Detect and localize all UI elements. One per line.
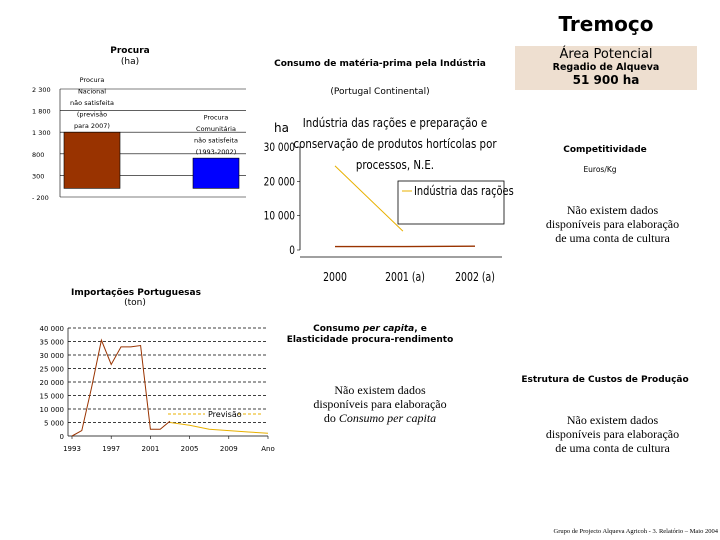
competitividade-title: Competitividade	[563, 145, 647, 155]
procura-unit: (ha)	[120, 57, 140, 67]
procura-bar-label: para 2007)	[74, 122, 110, 131]
procura-bar-label: Comunitária	[196, 125, 236, 134]
consumo-note: Não existem dados disponíveis para elaboração do Consumo per capita	[313, 383, 447, 425]
area-region: Regadio de Alqueva	[552, 62, 660, 73]
importacoes-x-label: 2005	[180, 445, 199, 453]
procura-bar-label: Nacional	[77, 87, 107, 96]
importacoes-tick-label: 20 000	[39, 379, 64, 387]
importacoes-title: Importações Portuguesas	[71, 288, 201, 298]
materia-inner-title: processos, N.E.	[355, 156, 435, 173]
procura-bar	[64, 132, 120, 188]
area-value: 51 900 ha	[572, 73, 640, 87]
materia-legend-label: Indústria das rações	[414, 184, 514, 199]
competitividade-note: Não existem dados disponíveis para elaboração de uma conta de cultura	[545, 203, 680, 245]
materia-tick-label: 20 000	[263, 175, 295, 189]
custos-note: Não existem dados disponíveis para elaboração de uma conta de cultura	[545, 413, 680, 455]
procura-bar-label: (1993-2002)	[195, 148, 237, 157]
procura-tick-label: 1 800	[32, 107, 51, 116]
materia-x-label: 2002 (a)	[455, 269, 495, 285]
area-potencial-box	[515, 46, 697, 90]
materia-inner-title: conservação de produtos hortícolas por	[293, 135, 497, 152]
importacoes-tick-label: 30 000	[39, 352, 64, 360]
procura-bar-label: Procura	[79, 76, 105, 85]
materia-tick-label: 0	[289, 243, 295, 258]
procura-chart	[0, 75, 260, 210]
importacoes-legend-label: Previsão	[208, 410, 242, 419]
importacoes-x-label: 2009	[219, 445, 238, 453]
importacoes-chart	[0, 318, 280, 458]
materia-tick-label: 30 000	[263, 140, 295, 155]
custos-title: Estrutura de Custos de Produção	[521, 375, 689, 385]
materia-x-label: 2000	[323, 269, 347, 285]
procura-bar-label: não satisfeita	[194, 136, 238, 145]
procura-tick-label: 800	[32, 150, 45, 159]
procura-bar	[193, 158, 239, 188]
procura-tick-label: 2 300	[32, 86, 51, 94]
procura-tick-label: - 200	[32, 194, 49, 202]
importacoes-x-label: 2001	[141, 445, 160, 453]
importacoes-tick-label: 25 000	[39, 365, 64, 374]
footer: Grupo de Projecto Alqueva Agricoh - 3. Relatório – Maio 2004	[553, 528, 718, 535]
procura-bar-label: (previsão	[76, 110, 108, 119]
importacoes-tick-label: 5 000	[43, 419, 64, 428]
importacoes-x-label: Ano	[261, 445, 275, 453]
procura-bar-label: não satisfeita	[70, 99, 114, 108]
importacoes-x-label: 1993	[63, 445, 81, 453]
importacoes-x-label: 1997	[102, 445, 121, 453]
page-title: Tremoço	[558, 12, 654, 36]
procura-bar-label: Procura	[203, 113, 229, 122]
procura-tick-label: 300	[32, 172, 45, 181]
importacoes-tick-label: 40 000	[39, 325, 64, 333]
area-label: Área Potencial	[559, 47, 653, 62]
importacoes-series-line	[170, 423, 268, 434]
competitividade-unit: Euros/Kg	[583, 165, 617, 174]
procura-title: Procura	[110, 46, 150, 56]
materia-inner-title: Indústria das rações e preparação e	[302, 114, 488, 131]
importacoes-tick-label: 0	[59, 433, 64, 441]
importacoes-series-line	[72, 340, 170, 436]
materia-subtitle: (Portugal Continental)	[330, 87, 430, 97]
materia-x-label: 2001 (a)	[385, 269, 425, 285]
importacoes-tick-label: 15 000	[39, 392, 64, 401]
materia-chart	[262, 105, 520, 290]
importacoes-tick-label: 10 000	[39, 406, 64, 414]
materia-tick-label: 10 000	[263, 209, 295, 224]
materia-title: Consumo de matéria-prima pela Indústria	[274, 59, 486, 69]
materia-series-line	[335, 166, 403, 231]
consumo-title-2: Elasticidade procura-rendimento	[286, 335, 454, 345]
procura-tick-label: 1 300	[32, 129, 51, 138]
importacoes-unit: (ton)	[124, 298, 146, 308]
materia-y-label: ha	[274, 121, 289, 135]
consumo-title: Consumo per capita, e	[313, 324, 427, 334]
importacoes-tick-label: 35 000	[39, 338, 64, 347]
